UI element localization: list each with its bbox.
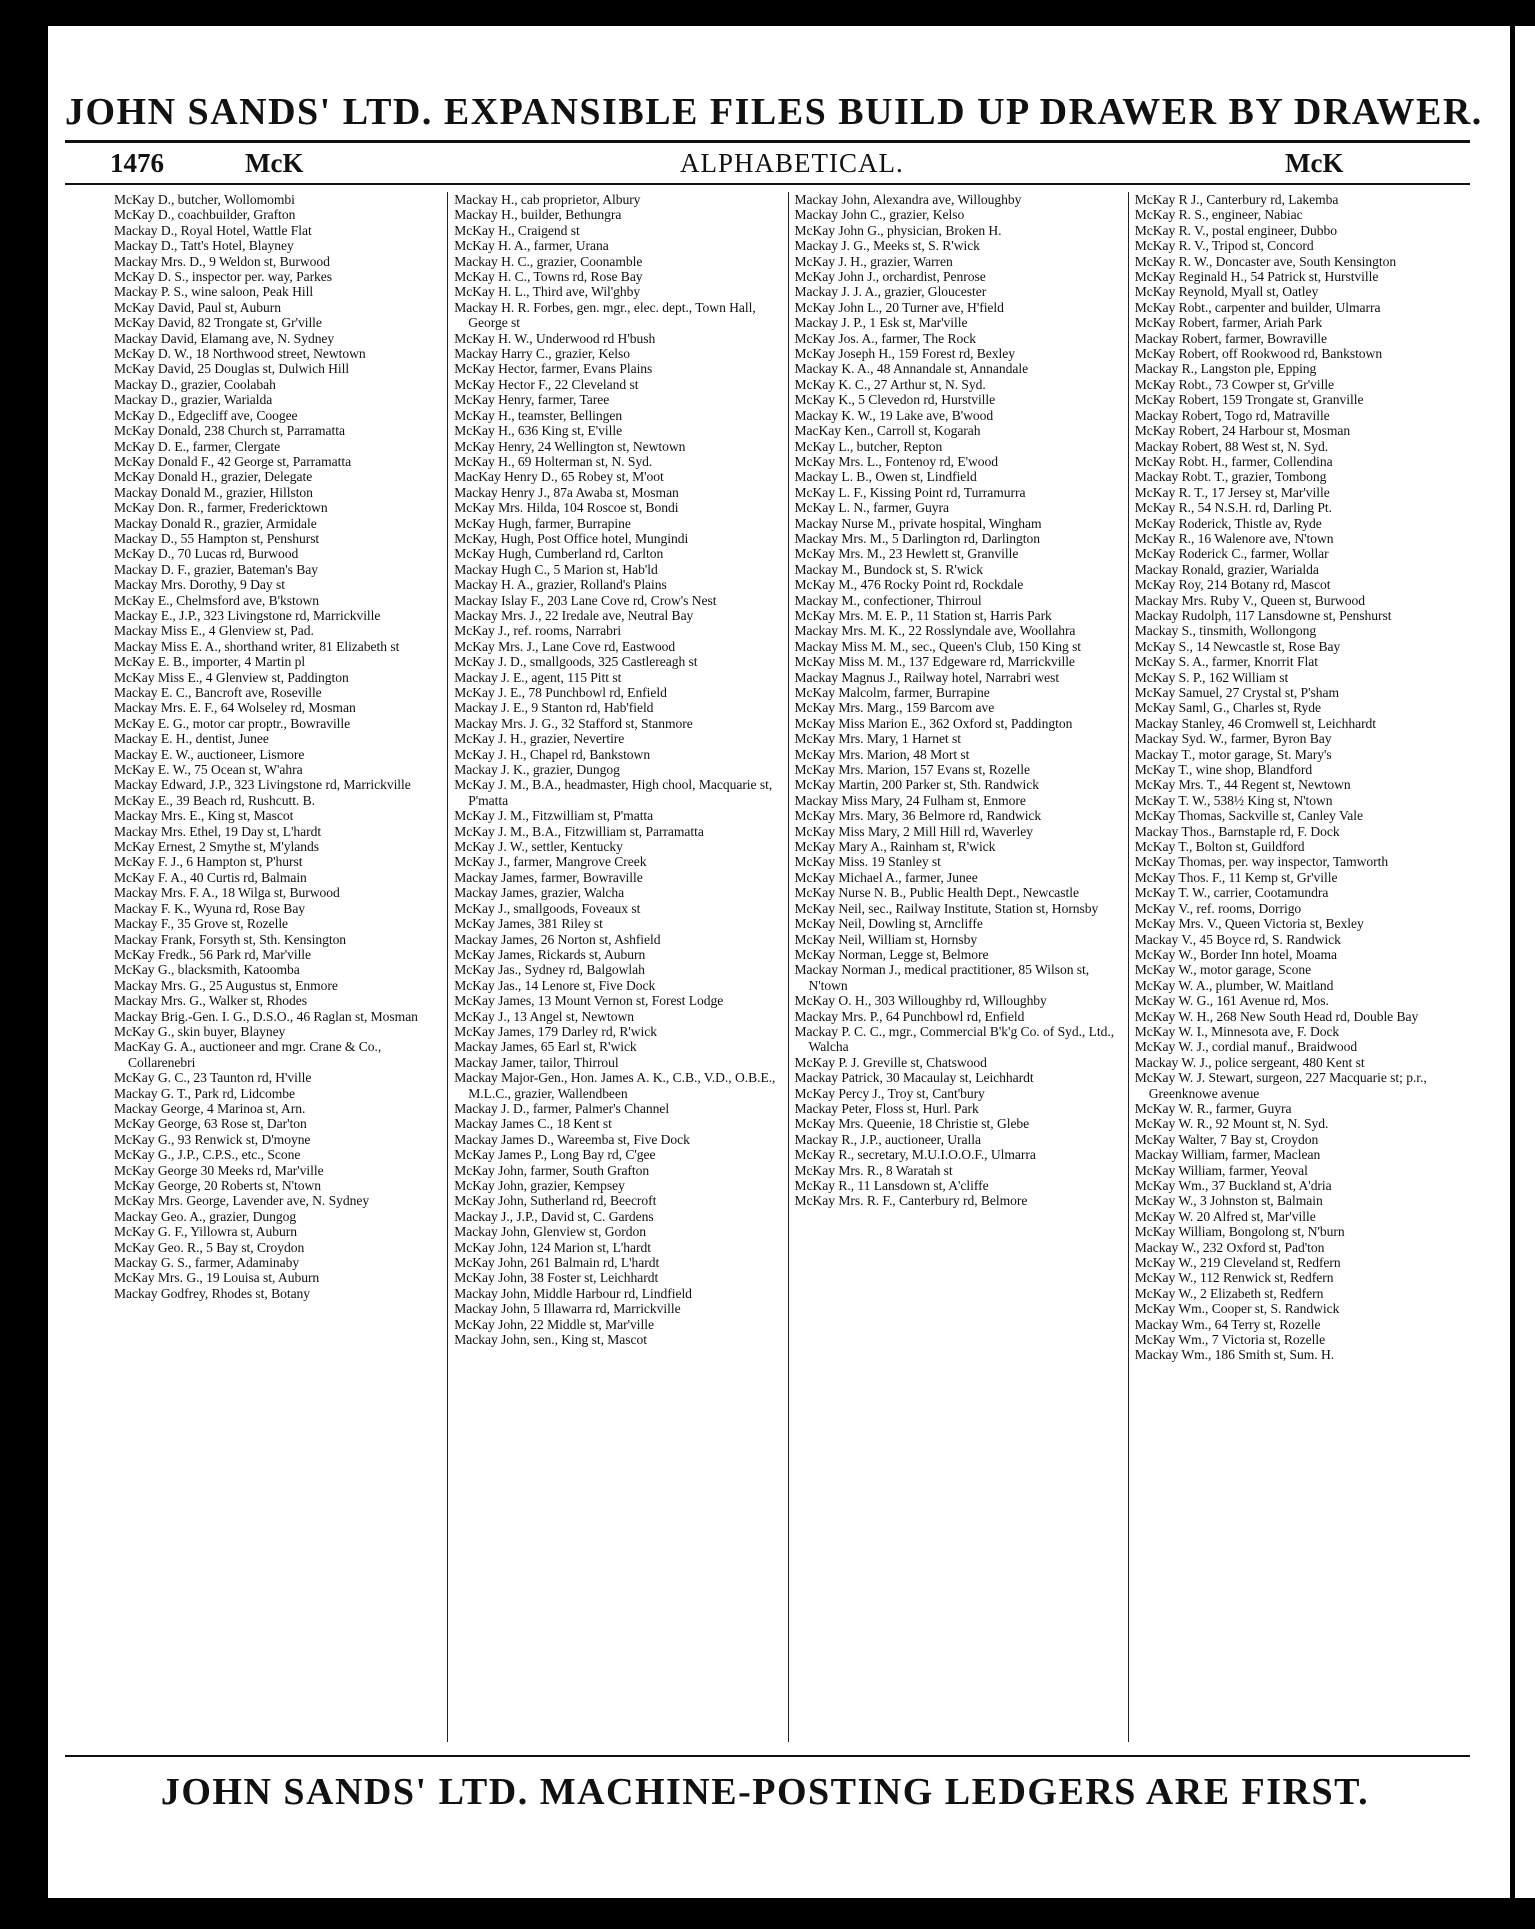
directory-entry: McKay G., J.P., C.P.S., etc., Scone — [114, 1147, 301, 1163]
directory-entry: McKay J. E., 78 Punchbowl rd, Enfield — [454, 685, 667, 700]
directory-entry: Mackay Stanley, 46 Cromwell st, Leichhardt — [1134, 715, 1377, 731]
directory-entry: Mackay T., motor garage, St. Mary's — [1134, 746, 1332, 762]
directory-column-3 — [789, 192, 1129, 1742]
directory-entry: McKay W. I., Minnesota ave, F. Dock — [1134, 1023, 1340, 1039]
directory-entry: McKay Don. R., farmer, Fredericktown — [114, 500, 328, 516]
directory-entry: McKay Martin, 200 Parker st, Sth. Randwick — [794, 777, 1039, 793]
directory-entry: Mackay P. S., wine saloon, Peak Hill — [114, 284, 314, 300]
directory-entry: McKay Thomas, per. way inspector, Tamworth — [1134, 854, 1389, 870]
directory-entry: Mackay John, sen., King st, Mascot — [454, 1332, 647, 1348]
directory-entry: Mackay Mrs. E. F., 64 Wolseley rd, Mosman — [114, 700, 356, 716]
directory-entry: McKay Reginald H., 54 Patrick st, Hurstville — [1134, 269, 1379, 285]
directory-entry: McKay Roy, 214 Botany rd, Mascot — [1134, 577, 1331, 593]
directory-entry: McKay James, Rickards st, Auburn — [454, 946, 646, 962]
directory-entry: Mackay Mrs. J. G., 32 Stafford st, Stanmore — [454, 715, 693, 731]
top-advertisement-banner: JOHN SANDS' LTD. EXPANSIBLE FILES BUILD UP DRAWER BY DRAWER. — [65, 91, 1483, 133]
directory-entry: McKay Henry, farmer, Taree — [454, 392, 610, 408]
directory-column-1 — [108, 192, 448, 1742]
directory-entry: McKay John, grazier, Kempsey — [454, 1178, 625, 1193]
directory-entry: McKay R., secretary, M.U.I.O.O.F., Ulmarra — [794, 1147, 1036, 1163]
directory-entry: Mackay D., grazier, Warialda — [114, 392, 273, 408]
directory-entry: Mackay Donald M., grazier, Hillston — [114, 484, 313, 500]
directory-entry: McKay E. G., motor car proptr., Bowraville — [114, 715, 351, 731]
directory-entry: McKay Samuel, 27 Crystal st, P'sham — [1134, 685, 1339, 700]
directory-entry: Mackay James, 26 Norton st, Ashfield — [454, 931, 661, 947]
directory-entry: McKay J. H., Chapel rd, Bankstown — [454, 746, 651, 762]
directory-entry: Mackay Wm., 64 Terry st, Rozelle — [1134, 1316, 1321, 1332]
directory-entry: Mackay J. K., grazier, Dungog — [454, 762, 620, 778]
directory-entry: McKay W. 20 Alfred st, Mar'ville — [1134, 1208, 1316, 1224]
directory-entry: McKay Mrs. L., Fontenoy rd, E'wood — [794, 453, 999, 469]
directory-entry: McKay Geo. R., 5 Bay st, Croydon — [114, 1239, 305, 1255]
directory-entry: Mackay Godfrey, Rhodes st, Botany — [114, 1285, 311, 1301]
directory-entry: Mackay Nurse M., private hospital, Wingham — [794, 515, 1042, 531]
directory-entry: McKay Saml, G., Charles st, Ryde — [1134, 700, 1322, 716]
directory-entry: McKay John, 38 Foster st, Leichhardt — [454, 1270, 659, 1286]
directory-entry: Mackay Mrs. M., 5 Darlington rd, Darlington — [794, 530, 1041, 546]
directory-entry: Mackay David, Elamang ave, N. Sydney — [114, 330, 335, 346]
directory-entry: McKay Wm., Cooper st, S. Randwick — [1134, 1301, 1340, 1317]
directory-entry: Mackay Geo. A., grazier, Dungog — [114, 1208, 297, 1224]
directory-entry: Mackay P. C. C., mgr., Commercial B'k'g Co. of Syd., Ltd., Walcha — [794, 1023, 1115, 1055]
directory-entry: Mackay D., grazier, Coolabah — [114, 376, 276, 392]
directory-entry: McKay David, Paul st, Auburn — [114, 299, 281, 315]
directory-entry: McKay P. J. Greville st, Chatswood — [794, 1054, 987, 1070]
directory-entry: McKay Nurse N. B., Public Health Dept., Newcastle — [794, 885, 1079, 901]
directory-entry: McKay Mrs. Mary, 1 Harnet st — [794, 731, 961, 747]
directory-entry: McKay Miss Mary, 2 Mill Hill rd, Waverley — [794, 823, 1033, 839]
directory-entry: McKay Malcolm, farmer, Burrapine — [794, 685, 990, 700]
directory-entry: Mackay M., Bundock st, S. R'wick — [794, 561, 984, 577]
directory-entry: McKay Jas., 14 Lenore st, Five Dock — [454, 977, 656, 993]
directory-entry: Mackay James C., 18 Kent st — [454, 1116, 612, 1132]
directory-entry: Mackay Mrs. G., Walker st, Rhodes — [114, 993, 307, 1009]
directory-entry: Mackay Major-Gen., Hon. James A. K., C.B., V.D., O.B.E., M.L.C., grazier, Wallendbeen — [454, 1070, 776, 1101]
directory-entry: Mackay Thos., Barnstaple rd, F. Dock — [1134, 823, 1340, 839]
directory-entry: McKay J. D., smallgoods, 325 Castlereagh st — [454, 654, 698, 670]
directory-entry: McKay F. J., 6 Hampton st, P'hurst — [114, 854, 303, 870]
directory-entry: McKay David, 25 Douglas st, Dulwich Hill — [114, 361, 350, 377]
directory-entry: MacKay Henry D., 65 Robey st, M'oot — [454, 469, 664, 485]
directory-entry: McKay James P., Long Bay rd, C'gee — [454, 1147, 656, 1163]
directory-entry: Mackay Miss E., 4 Glenview st, Pad. — [114, 623, 314, 639]
directory-entry: McKay Mrs. Queenie, 18 Christie st, Glebe — [794, 1116, 1030, 1132]
directory-entry: McKay James, 13 Mount Vernon st, Forest Lodge — [454, 993, 724, 1009]
directory-entry: McKay Miss E., 4 Glenview st, Paddington — [114, 669, 349, 685]
directory-entry: McKay Mrs. Marion, 157 Evans st, Rozelle — [794, 762, 1030, 778]
directory-column-4 — [1129, 192, 1468, 1742]
directory-column-2 — [448, 192, 788, 1742]
directory-entry: McKay J. H., grazier, Nevertire — [454, 731, 625, 747]
directory-entry: McKay G. C., 23 Taunton rd, H'ville — [114, 1070, 312, 1086]
directory-entry: Mackay Mrs. D., 9 Weldon st, Burwood — [114, 253, 330, 269]
directory-entry: McKay Thomas, Sackville st, Canley Vale — [1134, 808, 1363, 824]
directory-entry: Mackay W. J., police sergeant, 480 Kent st — [1134, 1054, 1365, 1070]
directory-entry: Mackay Patrick, 30 Macaulay st, Leichhardt — [794, 1070, 1034, 1086]
directory-entry: McKay E. W., 75 Ocean st, W'ahra — [114, 762, 303, 778]
directory-entry: McKay Mrs. R., 8 Waratah st — [794, 1162, 953, 1178]
directory-entry: McKay Hugh, Cumberland rd, Carlton — [454, 546, 664, 562]
directory-entry: McKay R. W., Doncaster ave, South Kensington — [1134, 253, 1397, 269]
directory-entry: Mackay Donald R., grazier, Armidale — [114, 515, 317, 531]
directory-entry: Mackay Mrs. Dorothy, 9 Day st — [114, 577, 285, 593]
directory-entry: Mackay Robert, farmer, Bowraville — [1134, 330, 1327, 346]
directory-entry: Mackay Robert, Togo rd, Matraville — [1134, 407, 1330, 423]
directory-entry: McKay Hector F., 22 Cleveland st — [454, 376, 639, 392]
directory-entry: Mackay G. S., farmer, Adaminaby — [114, 1255, 300, 1271]
section-title: ALPHABETICAL. — [680, 148, 904, 178]
directory-entry: McKay H. W., Underwood rd H'bush — [454, 330, 656, 346]
directory-entry: McKay K. C., 27 Arthur st, N. Syd. — [794, 376, 986, 392]
directory-entry: McKay H., Craigend st — [454, 222, 580, 238]
directory-entry: McKay John G., physician, Broken H. — [794, 222, 1002, 238]
directory-entry: Mackay Edward, J.P., 323 Livingstone rd, Marrickville — [114, 777, 411, 793]
directory-entry: Mackay Mrs. G., 25 Augustus st, Enmore — [114, 977, 338, 993]
directory-entry: McKay V., ref. rooms, Dorrigo — [1134, 900, 1302, 916]
directory-entry: Mackay J., J.P., David st, C. Gardens — [454, 1208, 654, 1224]
directory-entry: McKay Roderick C., farmer, Wollar — [1134, 546, 1329, 562]
directory-columns — [108, 192, 1468, 1742]
directory-entry: Mackay L. B., Owen st, Lindfield — [794, 469, 977, 485]
directory-entry: McKay Neil, William st, Hornsby — [794, 931, 978, 947]
directory-entry: McKay W., 219 Cleveland st, Redfern — [1134, 1255, 1341, 1271]
directory-entry: Mackay W., 232 Oxford st, Pad'ton — [1134, 1239, 1325, 1255]
directory-entry: McKay Henry, 24 Wellington st, Newtown — [454, 438, 686, 454]
directory-entry: McKay Jas., Sydney rd, Balgowlah — [454, 962, 645, 978]
directory-entry: McKay Mrs. Marg., 159 Barcom ave — [794, 700, 995, 716]
directory-entry: McKay Donald, 238 Church st, Parramatta — [114, 423, 345, 439]
directory-entry: McKay W. A., plumber, W. Maitland — [1134, 977, 1334, 993]
directory-entry: McKay Robt., 73 Cowper st, Gr'ville — [1134, 376, 1335, 392]
directory-entry: Mackay Miss M. M., sec., Queen's Club, 150 King st — [794, 638, 1082, 654]
directory-entry: McKay John, farmer, South Grafton — [454, 1162, 650, 1178]
directory-entry: Mackay Mrs. J., 22 Iredale ave, Neutral Bay — [454, 607, 694, 623]
directory-entry: McKay Mrs. Hilda, 104 Roscoe st, Bondi — [454, 500, 679, 516]
directory-entry: McKay Percy J., Troy st, Cant'bury — [794, 1085, 985, 1101]
directory-entry: Mackay William, farmer, Maclean — [1134, 1147, 1321, 1163]
directory-entry: Mackay J. J. A., grazier, Gloucester — [794, 284, 987, 300]
directory-entry: McKay Michael A., farmer, Junee — [794, 869, 978, 885]
directory-entry: Mackay Mrs. Ethel, 19 Day st, L'hardt — [114, 823, 322, 839]
directory-entry: Mackay James, 65 Earl st, R'wick — [454, 1039, 637, 1055]
directory-entry: McKay Robert, 159 Trongate st, Granville — [1134, 392, 1364, 408]
directory-entry: McKay Robert, off Rookwood rd, Bankstown — [1134, 346, 1383, 362]
directory-entry: Mackay Magnus J., Railway hotel, Narrabri west — [794, 669, 1060, 685]
directory-entry: McKay H., 636 King st, E'ville — [454, 423, 623, 439]
directory-entry: McKay Neil, sec., Railway Institute, Station st, Hornsby — [794, 900, 1099, 916]
directory-entry: McKay R. S., engineer, Nabiac — [1134, 207, 1303, 223]
directory-entry: Mackay J. E., 9 Stanton rd, Hab'field — [454, 700, 654, 716]
directory-entry: McKay J., ref. rooms, Narrabri — [454, 623, 622, 639]
directory-entry: Mackay D., Royal Hotel, Wattle Flat — [114, 222, 312, 238]
directory-entry: McKay G. F., Yillowra st, Auburn — [114, 1224, 297, 1240]
directory-entry: Mackay H. A., grazier, Rolland's Plains — [454, 577, 667, 593]
directory-entry: McKay J., 13 Angel st, Newtown — [454, 1008, 634, 1024]
directory-entry: McKay Mrs. J., Lane Cove rd, Eastwood — [454, 638, 676, 654]
directory-entry: McKay Mrs. M., 23 Hewlett st, Granville — [794, 546, 1019, 562]
directory-entry: McKay Miss. 19 Stanley st — [794, 854, 941, 870]
page-number: 1476 — [110, 148, 164, 178]
directory-entry: McKay William, Bongolong st, N'burn — [1134, 1224, 1345, 1240]
directory-entry: Mackay John C., grazier, Kelso — [794, 207, 965, 223]
directory-entry: Mackay Brig.-Gen. I. G., D.S.O., 46 Raglan st, Mosman — [114, 1008, 418, 1024]
directory-entry: McKay Robt. H., farmer, Collendina — [1134, 453, 1333, 469]
directory-entry: McKay S. A., farmer, Knorrit Flat — [1134, 654, 1318, 670]
directory-entry: McKay Mary A., Rainham st, R'wick — [794, 839, 996, 855]
directory-entry: Mackay Mrs. Ruby V., Queen st, Burwood — [1134, 592, 1365, 608]
directory-entry: McKay R., 11 Lansdown st, A'cliffe — [794, 1178, 989, 1193]
directory-entry: McKay R., 16 Walenore ave, N'town — [1134, 530, 1334, 546]
directory-entry: McKay George 30 Meeks rd, Mar'ville — [114, 1162, 324, 1178]
directory-entry: McKay R., 54 N.S.H. rd, Darling Pt. — [1134, 500, 1332, 516]
directory-entry: Mackay H. C., grazier, Coonamble — [454, 253, 643, 269]
directory-entry: McKay W., Border Inn hotel, Moama — [1134, 946, 1337, 962]
directory-entry: McKay D., butcher, Wollomombi — [114, 192, 295, 207]
directory-entry: McKay Mrs. R. F., Canterbury rd, Belmore — [794, 1193, 1028, 1209]
directory-entry: Mackay H. R. Forbes, gen. mgr., elec. dept., Town Hall, George st — [454, 299, 756, 331]
directory-entry: McKay J. H., grazier, Warren — [794, 253, 953, 269]
directory-entry: Mackay V., 45 Boyce rd, S. Randwick — [1134, 931, 1341, 947]
directory-entry: McKay W., 3 Johnston st, Balmain — [1134, 1193, 1323, 1209]
directory-entry: McKay Joseph H., 159 Forest rd, Bexley — [794, 346, 1015, 362]
directory-entry: McKay W. H., 268 New South Head rd, Double Bay — [1134, 1008, 1419, 1024]
directory-entry: McKay H., 69 Holterman st, N. Syd. — [454, 453, 653, 469]
directory-entry: McKay D., 70 Lucas rd, Burwood — [114, 546, 299, 562]
directory-entry: McKay Mrs. G., 19 Louisa st, Auburn — [114, 1270, 320, 1286]
directory-entry: McKay James, 179 Darley rd, R'wick — [454, 1023, 657, 1039]
directory-entry: McKay Donald F., 42 George st, Parramatta — [114, 453, 352, 469]
directory-entry: McKay Mrs. M. E. P., 11 Station st, Harris Park — [794, 607, 1052, 623]
directory-entry: McKay Wm., 37 Buckland st, A'dria — [1134, 1178, 1332, 1193]
directory-entry: McKay, Hugh, Post Office hotel, Mungindi — [454, 530, 689, 546]
directory-entry: McKay Robert, farmer, Ariah Park — [1134, 315, 1323, 331]
directory-entry: McKay M., 476 Rocky Point rd, Rockdale — [794, 577, 1024, 593]
directory-entry: McKay Wm., 7 Victoria st, Rozelle — [1134, 1332, 1326, 1348]
directory-entry: McKay Donald H., grazier, Delegate — [114, 469, 313, 485]
directory-entry: McKay John, Sutherland rd, Beecroft — [454, 1193, 657, 1209]
footer-rule — [65, 1755, 1470, 1757]
left-guide-word: McK — [245, 148, 304, 178]
directory-entry: Mackay J. E., agent, 115 Pitt st — [454, 669, 622, 685]
directory-entry: Mackay John, Middle Harbour rd, Lindfield — [454, 1285, 692, 1301]
directory-entry: Mackay Robt. T., grazier, Tombong — [1134, 469, 1327, 485]
directory-entry: McKay Roderick, Thistle av, Ryde — [1134, 515, 1322, 531]
directory-entry: McKay Fredk., 56 Park rd, Mar'ville — [114, 946, 312, 962]
directory-entry: McKay S. P., 162 William st — [1134, 669, 1289, 685]
directory-entry: Mackay Harry C., grazier, Kelso — [454, 346, 630, 362]
directory-entry: McKay Thos. F., 11 Kemp st, Gr'ville — [1134, 869, 1338, 885]
directory-entry: Mackay Miss E. A., shorthand writer, 81 Elizabeth st — [114, 638, 400, 654]
directory-entry: McKay W. J., cordial manuf., Braidwood — [1134, 1039, 1358, 1055]
subheader-rule — [65, 183, 1470, 185]
directory-entry: McKay G., skin buyer, Blayney — [114, 1023, 286, 1039]
directory-entry: McKay K., 5 Clevedon rd, Hurstville — [794, 392, 996, 408]
directory-entry: Mackay Mrs. E., King st, Mascot — [114, 808, 294, 824]
directory-entry: McKay J., farmer, Mangrove Creek — [454, 854, 647, 870]
directory-entry: McKay R. V., postal engineer, Dubbo — [1134, 222, 1337, 238]
directory-entry: Mackay Jamer, tailor, Thirroul — [454, 1054, 619, 1070]
directory-entry: McKay T. W., carrier, Cootamundra — [1134, 885, 1329, 901]
directory-entry: Mackay Peter, Floss st, Hurl. Park — [794, 1100, 979, 1116]
directory-entry: McKay W. G., 161 Avenue rd, Mos. — [1134, 993, 1329, 1009]
directory-entry: Mackay R., J.P., auctioneer, Uralla — [794, 1131, 981, 1147]
directory-entry: Mackay John, Alexandra ave, Willoughby — [794, 192, 1022, 207]
directory-entry: McKay Mrs. Mary, 36 Belmore rd, Randwick — [794, 808, 1042, 824]
bottom-advertisement-banner: JOHN SANDS' LTD. MACHINE-POSTING LEDGERS ARE FIRST. — [160, 1771, 1370, 1813]
directory-entry: Mackay D. F., grazier, Bateman's Bay — [114, 561, 318, 577]
directory-entry: McKay Mrs. George, Lavender ave, N. Sydney — [114, 1193, 370, 1209]
directory-entry: McKay D. E., farmer, Clergate — [114, 438, 281, 454]
directory-entry: Mackay Ronald, grazier, Warialda — [1134, 561, 1319, 577]
directory-entry: McKay W., motor garage, Scone — [1134, 962, 1312, 978]
directory-entry: McKay John, 124 Marion st, L'hardt — [454, 1239, 651, 1255]
directory-entry: McKay H. A., farmer, Urana — [454, 238, 609, 254]
directory-entry: Mackay James, grazier, Walcha — [454, 885, 625, 901]
directory-entry: McKay G., blacksmith, Katoomba — [114, 962, 300, 978]
directory-entry: McKay E., Chelmsford ave, B'kstown — [114, 592, 320, 608]
directory-entry: McKay T., Bolton st, Guildford — [1134, 839, 1305, 855]
directory-entry: McKay E. B., importer, 4 Martin pl — [114, 654, 306, 670]
directory-entry: McKay T., wine shop, Blandford — [1134, 762, 1313, 778]
directory-entry: Mackay M., confectioner, Thirroul — [794, 592, 982, 608]
directory-entry: Mackay James D., Wareemba st, Five Dock — [454, 1131, 690, 1147]
directory-entry: McKay H. L., Third ave, Wil'ghby — [454, 284, 641, 300]
directory-entry: Mackay James, farmer, Bowraville — [454, 869, 643, 885]
adjacent-page-edge — [1512, 26, 1535, 1898]
directory-entry: Mackay K. W., 19 Lake ave, B'wood — [794, 407, 994, 423]
directory-entry: McKay W., 112 Renwick st, Redfern — [1134, 1270, 1334, 1286]
directory-entry: Mackay D., Tatt's Hotel, Blayney — [114, 238, 294, 254]
directory-entry: McKay J. M., Fitzwilliam st, P'matta — [454, 808, 654, 824]
directory-entry: Mackay Rudolph, 117 Lansdowne st, Penshurst — [1134, 607, 1392, 623]
directory-entry: Mackay Norman J., medical practitioner, 85 Wilson st, N'town — [794, 962, 1090, 993]
header-rule — [65, 140, 1470, 143]
directory-entry: McKay D., coachbuilder, Grafton — [114, 207, 296, 223]
directory-entry: McKay L., butcher, Repton — [794, 438, 943, 454]
directory-entry: McKay William, farmer, Yeoval — [1134, 1162, 1308, 1178]
directory-entry: Mackay H., builder, Bethungra — [454, 207, 622, 223]
directory-entry: Mackay J. D., farmer, Palmer's Channel — [454, 1100, 670, 1116]
directory-entry: McKay O. H., 303 Willoughby rd, Willoughby — [794, 993, 1047, 1009]
directory-entry: McKay T. W., 538½ King st, N'town — [1134, 792, 1333, 808]
directory-entry: Mackay George, 4 Marinoa st, Arn. — [114, 1100, 306, 1116]
directory-entry: Mackay Mrs. P., 64 Punchbowl rd, Enfield — [794, 1008, 1025, 1024]
directory-entry: McKay W. R., farmer, Guyra — [1134, 1100, 1292, 1116]
directory-entry: McKay Mrs. Marion, 48 Mort st — [794, 746, 970, 762]
directory-entry: Mackay Robert, 88 West st, N. Syd. — [1134, 438, 1329, 454]
directory-entry: Mackay R., Langston ple, Epping — [1134, 361, 1317, 377]
directory-entry: McKay Miss Marion E., 362 Oxford st, Paddington — [794, 715, 1073, 731]
directory-entry: McKay H. C., Towns rd, Rose Bay — [454, 269, 643, 285]
directory-entry: McKay John, 22 Middle st, Mar'ville — [454, 1316, 654, 1332]
directory-entry: Mackay F., 35 Grove st, Rozelle — [114, 916, 289, 932]
directory-entry: McKay J. M., B.A., headmaster, High chool, Macquarie st, P'matta — [454, 777, 773, 808]
directory-entry: McKay R J., Canterbury rd, Lakemba — [1134, 192, 1339, 207]
directory-entry: McKay Reynold, Myall st, Oatley — [1134, 284, 1319, 300]
directory-entry: Mackay J. G., Meeks st, S. R'wick — [794, 238, 980, 254]
directory-entry: McKay J. W., settler, Kentucky — [454, 839, 623, 855]
directory-entry: Mackay Mrs. M. K., 22 Rosslyndale ave, Woollahra — [794, 623, 1076, 639]
directory-entry: McKay G., 93 Renwick st, D'moyne — [114, 1131, 311, 1147]
directory-entry: Mackay E. W., auctioneer, Lismore — [114, 746, 305, 762]
directory-entry: Mackay Syd. W., farmer, Byron Bay — [1134, 731, 1332, 747]
directory-entry: Mackay H., cab proprietor, Albury — [454, 192, 641, 207]
directory-entry: Mackay F. K., Wyuna rd, Rose Bay — [114, 900, 306, 916]
directory-entry: McKay D., Edgecliff ave, Coogee — [114, 407, 298, 423]
directory-entry: McKay John J., orchardist, Penrose — [794, 269, 986, 285]
directory-entry: McKay Miss M. M., 137 Edgeware rd, Marrickville — [794, 654, 1075, 670]
directory-entry: Mackay S., tinsmith, Wollongong — [1134, 623, 1317, 639]
directory-entry: McKay Jos. A., farmer, The Rock — [794, 330, 977, 346]
directory-entry: McKay L. F., Kissing Point rd, Turramurra — [794, 484, 1026, 500]
directory-entry: McKay D. W., 18 Northwood street, Newtown — [114, 346, 366, 362]
directory-entry: Mackay Islay F., 203 Lane Cove rd, Crow's Nest — [454, 592, 717, 608]
directory-entry: Mackay Wm., 186 Smith st, Sum. H. — [1134, 1347, 1335, 1363]
directory-entry: McKay H., teamster, Bellingen — [454, 407, 623, 423]
directory-entry: Mackay Miss Mary, 24 Fulham st, Enmore — [794, 792, 1026, 808]
directory-entry: McKay Walter, 7 Bay st, Croydon — [1134, 1131, 1319, 1147]
directory-entry: McKay J. M., B.A., Fitzwilliam st, Parramatta — [454, 823, 704, 839]
directory-entry: McKay George, 20 Roberts st, N'town — [114, 1178, 321, 1193]
directory-entry: McKay F. A., 40 Curtis rd, Balmain — [114, 869, 307, 885]
directory-entry: McKay David, 82 Trongate st, Gr'ville — [114, 315, 322, 331]
directory-entry: McKay E., 39 Beach rd, Rushcutt. B. — [114, 792, 315, 808]
directory-entry: McKay George, 63 Rose st, Dar'ton — [114, 1116, 307, 1132]
directory-entry: McKay Neil, Dowling st, Arncliffe — [794, 916, 983, 932]
directory-entry: McKay James, 381 Riley st — [454, 916, 603, 932]
directory-entry: MacKay G. A., auctioneer and mgr. Crane & Co., Collarenebri — [114, 1039, 382, 1070]
directory-entry: McKay Robt., carpenter and builder, Ulmarra — [1134, 299, 1381, 315]
directory-entry: McKay John, 261 Balmain rd, L'hardt — [454, 1255, 660, 1271]
directory-entry: McKay Ernest, 2 Smythe st, M'ylands — [114, 839, 319, 855]
directory-entry: McKay J., smallgoods, Foveaux st — [454, 900, 641, 916]
directory-entry: McKay D. S., inspector per. way, Parkes — [114, 269, 333, 285]
directory-entry: Mackay Henry J., 87a Awaba st, Mosman — [454, 484, 679, 500]
right-guide-word: McK — [1285, 148, 1344, 178]
directory-entry: Mackay G. T., Park rd, Lidcombe — [114, 1085, 296, 1101]
directory-entry: McKay W., 2 Elizabeth st, Redfern — [1134, 1285, 1324, 1301]
directory-entry: McKay Mrs. T., 44 Regent st, Newtown — [1134, 777, 1351, 793]
directory-entry: Mackay E., J.P., 323 Livingstone rd, Marrickville — [114, 607, 381, 623]
directory-entry: McKay L. N., farmer, Guyra — [794, 500, 949, 516]
directory-entry: Mackay E. C., Bancroft ave, Roseville — [114, 685, 322, 700]
directory-entry: Mackay D., 55 Hampton st, Penshurst — [114, 530, 320, 546]
directory-entry: Mackay J. P., 1 Esk st, Mar'ville — [794, 315, 968, 331]
directory-entry: McKay John L., 20 Turner ave, H'field — [794, 299, 1004, 315]
directory-entry: McKay Hector, farmer, Evans Plains — [454, 361, 653, 377]
directory-entry: McKay W. R., 92 Mount st, N. Syd. — [1134, 1116, 1329, 1132]
directory-entry: McKay Hugh, farmer, Burrapine — [454, 515, 631, 531]
directory-entry: MacKay Ken., Carroll st, Kogarah — [794, 423, 981, 439]
directory-entry: Mackay Frank, Forsyth st, Sth. Kensington — [114, 931, 347, 947]
directory-entry: McKay R. V., Tripod st, Concord — [1134, 238, 1314, 254]
directory-entry: McKay Robert, 24 Harbour st, Mosman — [1134, 423, 1351, 439]
directory-entry: McKay S., 14 Newcastle st, Rose Bay — [1134, 638, 1341, 654]
directory-entry: Mackay Mrs. F. A., 18 Wilga st, Burwood — [114, 885, 340, 901]
directory-entry: McKay W. J. Stewart, surgeon, 227 Macquarie st; p.r., Greenknowe avenue — [1134, 1070, 1427, 1101]
directory-entry: Mackay John, Glenview st, Gordon — [454, 1224, 646, 1240]
directory-entry: Mackay E. H., dentist, Junee — [114, 731, 269, 747]
directory-entry: Mackay Hugh C., 5 Marion st, Hab'ld — [454, 561, 658, 577]
directory-entry: McKay R. T., 17 Jersey st, Mar'ville — [1134, 484, 1330, 500]
directory-entry: McKay Mrs. V., Queen Victoria st, Bexley — [1134, 916, 1364, 932]
directory-entry: McKay Norman, Legge st, Belmore — [794, 946, 989, 962]
directory-entry: Mackay K. A., 48 Annandale st, Annandale — [794, 361, 1029, 377]
directory-entry: Mackay John, 5 Illawarra rd, Marrickville — [454, 1301, 681, 1317]
